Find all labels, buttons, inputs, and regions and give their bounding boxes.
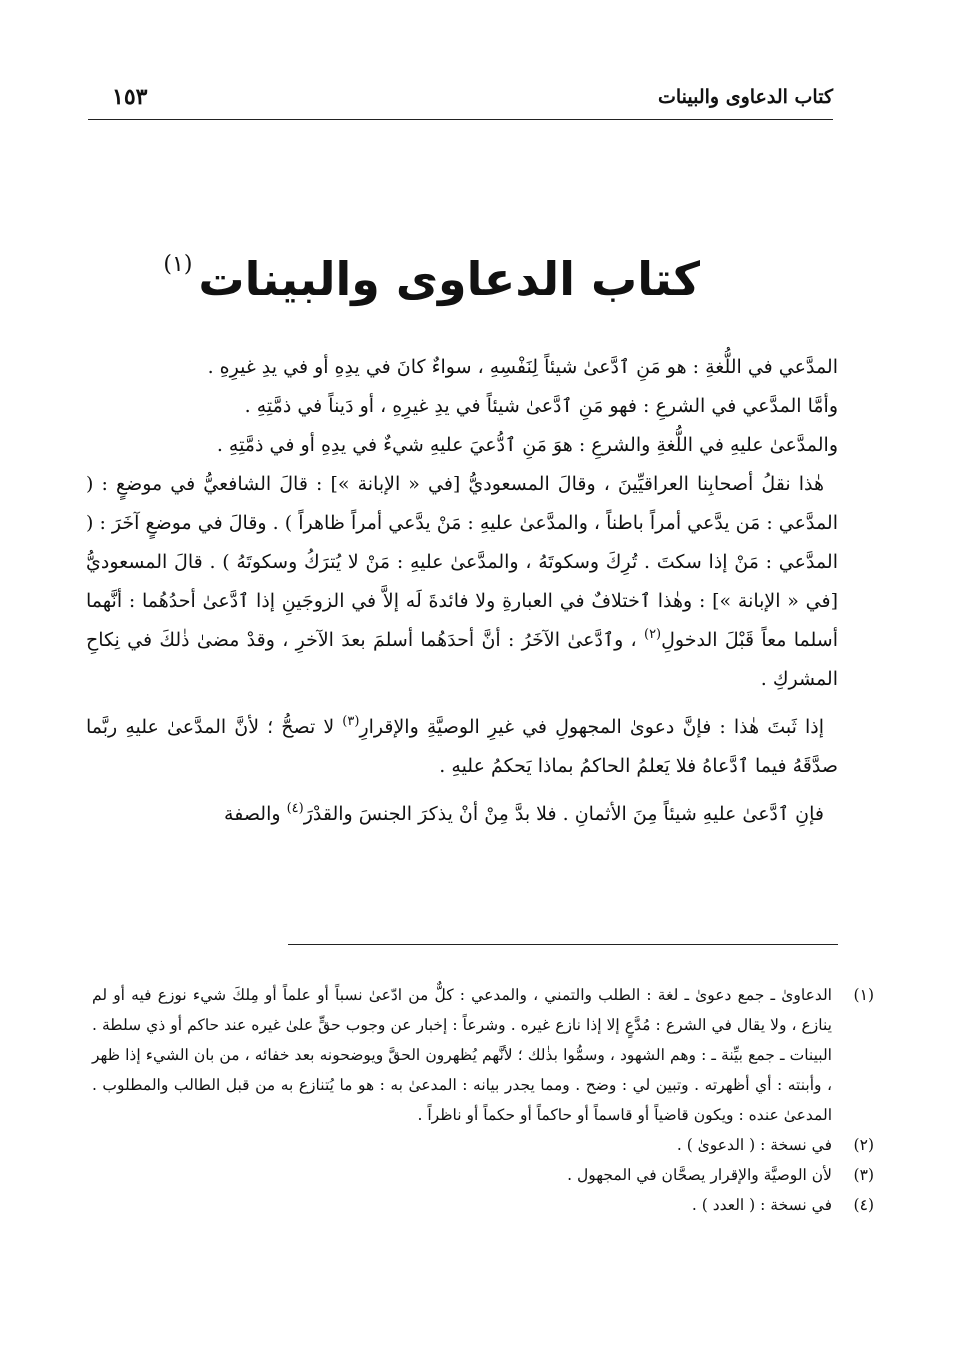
chapter-footnote-ref[interactable]: (١) [163,252,193,277]
footnote [92,980,874,1130]
footnote-number: (٤) [853,1196,874,1214]
footnote-text: الدعاوىٰ ـ جمع دعوىٰ ـ لغة : الطلب والتمني ، والمدعي : كلٌّ من ادّعىٰ نسباً أو علماً أو مِلكَ شيء نوزع فيه أو لم ينازع ، ولا يقال في الشرع : مُدَّعٍ إلا إذا نازع غيره . وشرعاً : إخبار عن وجوب حقٍّ علىٰ غيره عند حاكم أو ذي سلطة . البينات ـ جمع بيِّنة ـ : وهم الشهود ، وسمُّوا بذٰلك ؛ لأنَّهم يُظهرون الحقَّ ويوضحونه بعد خفائه ، من بان الشيء إذا ظهر ، وأبنته : أي أظهرته . وتبين لي : وضح . ومما يجدر بيانه : المدعىٰ به : هو ما يُتنازع به من قبل الطالب والمطلوب . المدعىٰ عنده : ويكون قاضياً أو قاسماً أو حاكماً أو حكماً أو ناظراً . [92,986,832,1124]
paragraph-text: هٰذا نقلُ أصحابِنا العراقيِّينَ ، وقالَ المسعوديُّ [في « الإبانة »] : قالَ الشافعيُّ في موضعٍ : ( المدَّعي : مَن يدَّعي أمراً باطناً ، والمدَّعىٰ عليهِ : مَنْ يدَّعي أمراً ظاهراً ) . وقالَ في موضعٍ آخَرَ : ( المدَّعي : مَنْ إذا سكتَ . تُرِكَ وسكوتَهُ ، والمدَّعىٰ عليهِ : مَنْ لا يُترَكُ وسكوتَهُ ) . قالَ المسعوديُّ [في « الإبانة »] : وهٰذا ٱختلافٌ في العبارةِ ولا فائدةَ لَه إلاَّ في الزوجَينِ إذا ٱدَّعىٰ أحدُهُما : أنَّهما أسلما معاً قَبْلَ الدخولِ [86,473,839,651]
paragraph-text: إذا ثَبتَ هٰذا : فإنَّ دعوىٰ المجهولِ في غيرِ الوصيَّةِ والإقرارِ [359,716,825,738]
paragraph-text: والمدَّعىٰ عليهِ في اللُّغةِ والشرعِ : هوَ مَنِ ٱدُّعيَ عليهِ شيءٌ في يدِهِ أو في ذمَّتِهِ . [216,434,838,456]
running-header [88,82,833,118]
paragraph-text-continued: ، وٱدَّعىٰ الآخَرُ : أنَّ أحدَهُما أسلمَ بعدَ الآخرِ ، وقدْ مضىٰ ذٰلكَ في نِكاحِ المشركِ . [86,629,838,690]
footnote-text: لأن الوصيَّة والإقرار يصحَّان في المجهول . [567,1166,832,1184]
footnote-divider [288,944,838,945]
footnote [92,1190,874,1220]
chapter-title [163,252,700,306]
chapter-title-text: كتاب الدعاوى والبينات [198,252,700,306]
header-divider [88,119,833,120]
paragraph [86,465,838,699]
page-number: ١٥٣ [112,84,148,110]
footnotes [92,980,874,1220]
paragraph [86,426,838,465]
paragraph-text-continued: والصفة [224,803,287,825]
paragraph [86,795,838,834]
body-text [86,348,838,834]
paragraph [86,708,838,786]
footnote-number: (٢) [853,1136,874,1154]
paragraph [86,387,838,426]
footnote-number: (١) [853,986,874,1004]
footnote-ref[interactable]: (٣) [342,714,360,729]
paragraph-text-continued: لا تصحُّ ؛ لأنَّ المدَّعىٰ عليهِ ربَّما صدَّقَهُ فيما ٱدَّعاهُ فلا يَعلمُ الحاكمُ بماذا يَحكمُ عليهِ . [86,716,838,777]
footnote-ref[interactable]: (٢) [643,627,662,642]
footnote-ref[interactable]: (٤) [286,801,304,816]
footnote [92,1130,874,1160]
paragraph-text: فإنِ ٱدَّعىٰ عليهِ شيئاً مِنَ الأثمانِ . فلا بدَّ مِنْ أنْ يذكرَ الجنسَ والقدْرَ [303,803,824,825]
footnote-text: في نسخة : ( العدد ) . [691,1196,832,1214]
paragraph-text: المدَّعي في اللُّغةِ : هو مَنِ ٱدَّعىٰ شيئاً لِنَفْسِهِ ، سواءٌ كانَ في يدِهِ أو في يدِ غيرِهِ . [207,356,838,378]
footnote-text: في نسخة : ( الدعوىٰ ) . [676,1136,832,1154]
paragraph-text: وأمَّا المدَّعي في الشرعِ : فهو مَنِ ٱدَّعىٰ شيئاً في يدِ غيرِهِ ، أو دَيناً في ذمَّتِهِ . [244,395,838,417]
footnote-number: (٣) [853,1166,874,1184]
running-title: كتاب الدعاوى والبينات [657,86,833,108]
paragraph [86,348,838,387]
footnote [92,1160,874,1190]
